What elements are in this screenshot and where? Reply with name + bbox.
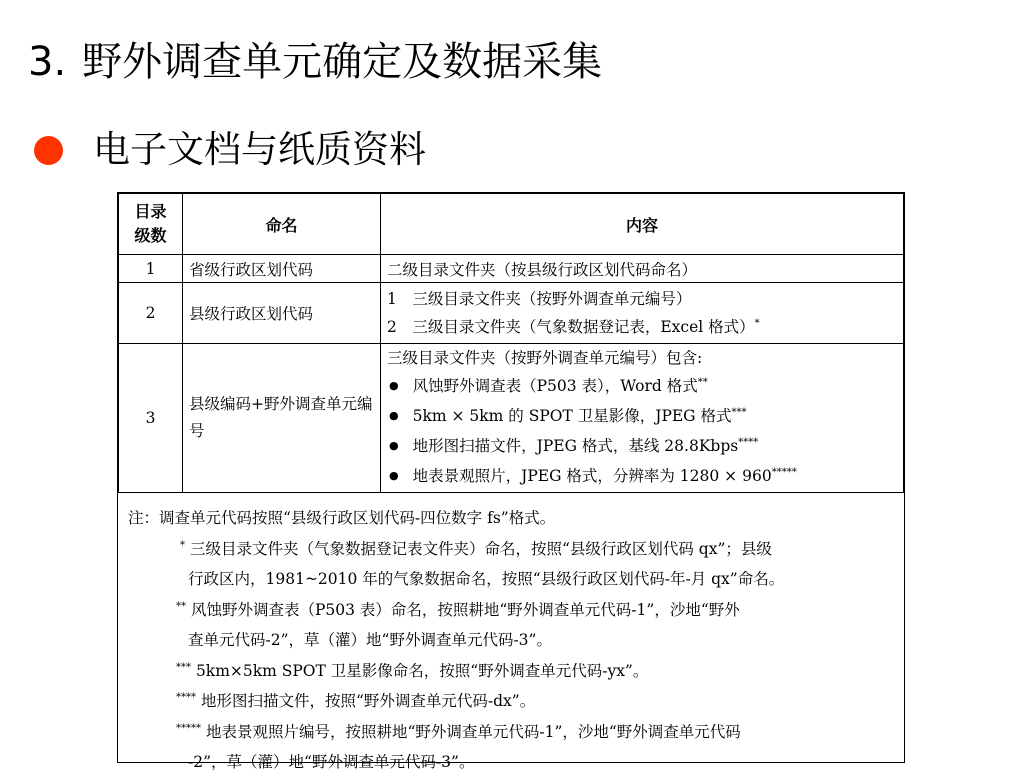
- row2-name: 县级行政区划代码: [183, 283, 381, 344]
- table-figure: [117, 192, 905, 771]
- note-2-cont: 查单元代码-2”，草（灌）地“野外调查单元代码-3”。: [188, 631, 552, 649]
- row1-content: 二级目录文件夹（按县级行政区划代码命名）: [381, 255, 904, 283]
- header-content: 内容: [381, 194, 904, 255]
- header-level-line2: 级数: [134, 226, 167, 245]
- table-header-row: [119, 194, 904, 255]
- row1-name: 省级行政区划代码: [183, 255, 381, 283]
- header-name: 命名: [183, 194, 381, 255]
- note-2: ** 风蚀野外调查表（P503 表）命名，按照耕地“野外调查单元代码-1”，沙地“野外: [176, 600, 740, 619]
- row2-line2: [387, 313, 897, 341]
- note-3: *** 5km×5km SPOT 卫星影像命名，按照“野外调查单元代码-yx”。: [176, 661, 649, 680]
- table-row: [119, 255, 904, 283]
- row3-content: [381, 344, 904, 493]
- row2-line2-sup: *: [754, 318, 760, 329]
- note-5-cont: -2”，草（灌）地“野外调查单元代码-3”。: [188, 753, 475, 771]
- row2-content: [381, 283, 904, 344]
- list-item: ● 地形图扫描文件，JPEG 格式，基线 28.8Kbps****: [387, 432, 897, 462]
- table-notes: [118, 493, 904, 778]
- slide-title: [28, 32, 602, 92]
- header-level: [119, 194, 183, 255]
- row1-level: 1: [119, 255, 183, 283]
- row3-intro: 三级目录文件夹（按野外调查单元编号）包含:: [387, 349, 703, 367]
- note-1: * 三级目录文件夹（气象数据登记表文件夹）命名，按照“县级行政区划代码 qx”；县级: [180, 539, 772, 558]
- header-level-line1: 目录: [134, 202, 167, 221]
- list-item: ● 风蚀野外调查表（P503 表），Word 格式**: [387, 372, 897, 402]
- note-intro: 注：调查单元代码按照“县级行政区划代码-四位数字 fs”格式。: [128, 509, 556, 527]
- row2-level: 2: [119, 283, 183, 344]
- list-item: ● 地表景观照片，JPEG 格式，分辨率为 1280 × 960*****: [387, 462, 897, 492]
- table-row: [119, 344, 904, 493]
- slide-title-text: 野外调查单元确定及数据采集: [82, 39, 603, 85]
- row3-name: 县级编码+野外调查单元编号: [183, 344, 381, 493]
- row2-line2-text: 2 三级目录文件夹（气象数据登记表，Excel 格式）: [387, 318, 755, 336]
- slide-title-number: 3.: [28, 39, 67, 85]
- note-5: ***** 地表景观照片编号，按照耕地“野外调查单元代码-1”，沙地“野外调查单元代码: [176, 722, 741, 741]
- bullet-heading-text: 电子文档与纸质资料: [93, 128, 426, 171]
- directory-table: [118, 193, 904, 493]
- row3-level: 3: [119, 344, 183, 493]
- bullet-dot-icon: [34, 136, 63, 165]
- table-row: [119, 283, 904, 344]
- list-item: ● 5km × 5km 的 SPOT 卫星影像，JPEG 格式***: [387, 402, 897, 432]
- note-4: **** 地形图扫描文件，按照“野外调查单元代码-dx”。: [176, 692, 536, 710]
- note-1-cont: 行政区内，1981~2010 年的气象数据命名，按照“县级行政区划代码-年-月 qx”命名。: [188, 570, 785, 588]
- row2-line1: 1 三级目录文件夹（按野外调查单元编号）: [387, 290, 692, 308]
- bullet-heading: [34, 121, 426, 179]
